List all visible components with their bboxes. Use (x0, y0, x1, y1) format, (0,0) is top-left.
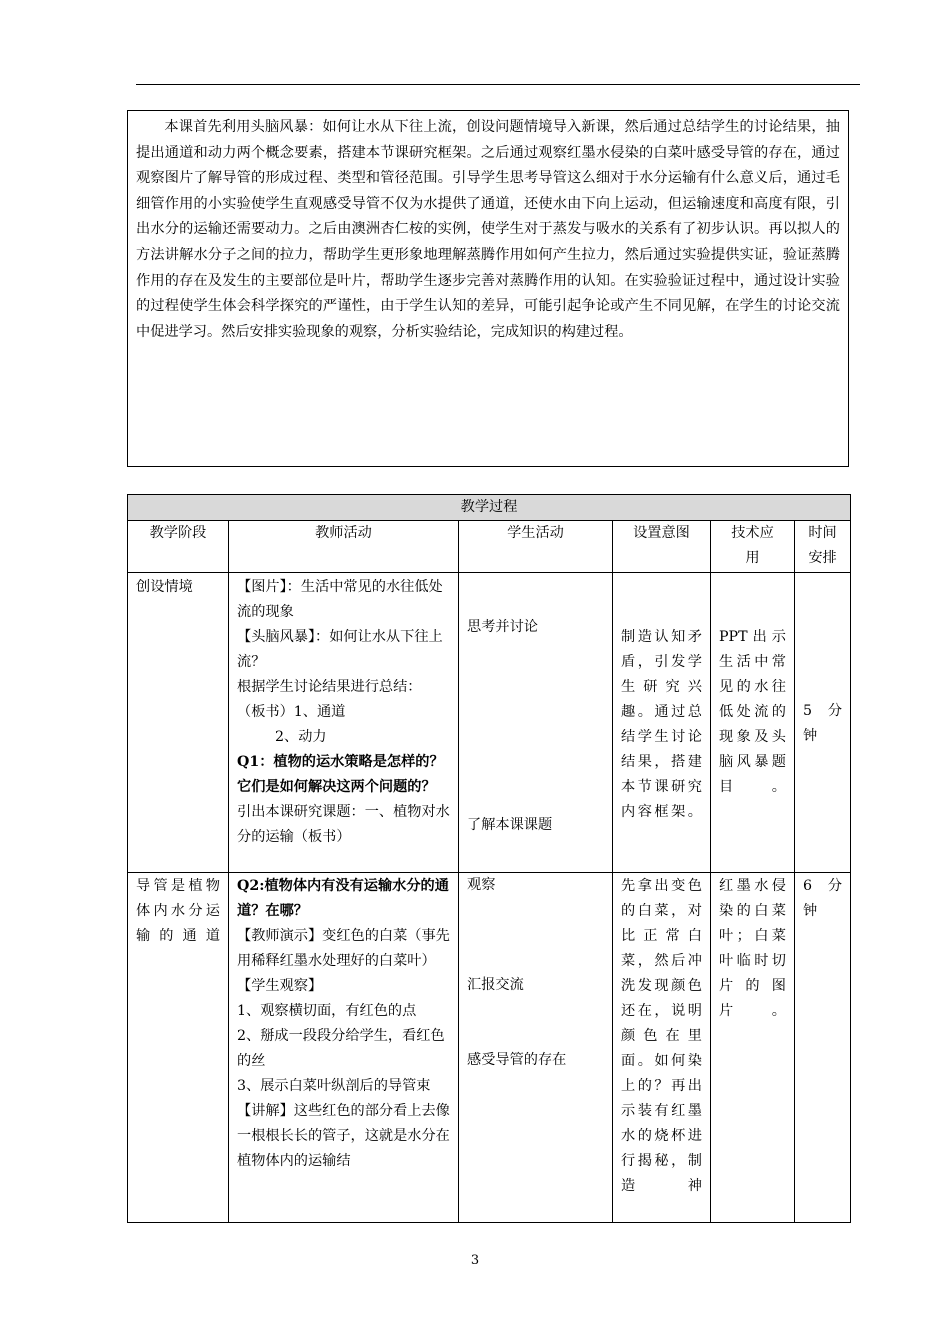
student-line: 了解本课课题 (467, 817, 553, 833)
teacher-line: 2、掰成一段段分给学生，看红色的丝 (237, 1028, 445, 1069)
teacher-line: 【图片】：生活中常见的水往低处流的现象 (237, 579, 443, 620)
teacher-line: （板书）1、通道 (237, 704, 346, 720)
header-teacher: 教师活动 (229, 521, 459, 573)
header-tech: 技术应用 (711, 521, 795, 573)
stage-text: 导管是植物体内水分运输的通道 (136, 878, 220, 944)
header-stage: 教学阶段 (128, 521, 229, 573)
intent-text: 先拿出变色的白菜，对比正常白菜，然后冲洗发现颜色还在，说明颜色在里面。如何染上的？再出示装有红墨水的烧杯进行揭秘，制造神 (621, 878, 702, 1194)
page-number: 3 (470, 1253, 480, 1268)
student-activity-cell (459, 873, 613, 1223)
header-student: 学生活动 (459, 521, 613, 573)
tech-cell (711, 873, 795, 1223)
header-rule (136, 84, 860, 85)
stage-cell: 创设情境 (128, 573, 229, 873)
tech-cell (711, 573, 795, 873)
teacher-line: 【讲解】这些红色的部分看上去像一根根长长的管子，这就是水分在植物体内的运输结 (237, 1103, 450, 1169)
table-title: 教学过程 (128, 495, 851, 521)
student-line: 思考并讨论 (467, 619, 538, 635)
table-row (128, 573, 851, 873)
time-text: 5 分钟 (803, 703, 843, 744)
student-activity-cell (459, 573, 613, 873)
teacher-line: 【头脑风暴】：如何让水从下往上流？ (237, 629, 443, 670)
tech-text: PPT出示生活中常见的水往低处流的现象及头脑风暴题目。 (719, 629, 786, 795)
teacher-line: 1、观察横切面，有红色的点 (237, 1003, 417, 1019)
question-q1: Q1：植物的运水策略是怎样的？它们是如何解决这两个问题的？ (237, 754, 444, 795)
intent-text: 制造认知矛盾，引发学生研究兴趣。通过总结学生讨论结果，搭建本节课研究内容框架。 (621, 629, 702, 820)
course-summary-text: 本课首先利用头脑风暴：如何让水从下往上流，创设问题情境导入新课，然后通过总结学生的讨论结果，抽提出通道和动力两个概念要素，搭建本节课研究框架。之后通过观察红墨水侵染的白菜叶感受导管的存在，通过观察图片了解导管的形成过程、类型和管径范围。引导学生思考导管这么细对于水分运输有什么意义后，通过毛细管作用的小实验使学生直观感受导管不仅为水提供了通道，还使水由下向上运动，但运输速度和高度有限，引出水分的运输还需要动力。之后由澳洲杏仁桉的实例，使学生对于蒸发与吸水的关系有了初步认识。再以拟人的方法讲解水分子之间的拉力，帮助学生更形象地理解蒸腾作用如何产生拉力，然后通过实验提供实证，验证蒸腾作用的存在及发生的主要部位是叶片，帮助学生逐步完善对蒸腾作用的认知。在实验验证过程中，通过设计实验的过程使学生体会科学探究的严谨性，由于学生认知的差异，可能引起争论或产生不同见解，在学生的讨论交流中促进学习。然后安排实验现象的观察，分析实验结论，完成知识的构建过程。 (136, 119, 840, 340)
student-line: 观察 (467, 877, 496, 893)
tech-text: 红墨水侵染的白菜叶；白菜叶临时切片的图片。 (719, 878, 786, 1019)
student-line: 汇报交流 (467, 977, 524, 993)
question-q2: Q2:植物体内有没有运输水分的通道？在哪？ (237, 878, 449, 919)
course-summary-box (127, 110, 849, 467)
time-text: 6 分钟 (803, 878, 843, 919)
teacher-activity-cell (229, 873, 459, 1223)
header-time: 时间安排 (795, 521, 851, 573)
teacher-line: 根据学生讨论结果进行总结： (237, 679, 422, 695)
teacher-activity-cell (229, 573, 459, 873)
teaching-process-table (127, 494, 851, 1223)
intent-cell (613, 873, 711, 1223)
teacher-line: 【学生观察】 (237, 978, 323, 994)
teacher-line: 【教师演示】变红色的白菜（事先用稀释红墨水处理好的白菜叶） (237, 928, 450, 969)
table-row (128, 873, 851, 1223)
time-cell (795, 873, 851, 1223)
teacher-line: 引出本课研究课题：一、植物对水分的运输（板书） (237, 804, 450, 845)
student-line: 感受导管的存在 (467, 1052, 567, 1068)
stage-cell (128, 873, 229, 1223)
teacher-line: 3、展示白菜叶纵剖后的导管束 (237, 1078, 431, 1094)
time-cell (795, 573, 851, 873)
header-intent: 设置意图 (613, 521, 711, 573)
intent-cell (613, 573, 711, 873)
teacher-line: 2、动力 (275, 729, 327, 745)
